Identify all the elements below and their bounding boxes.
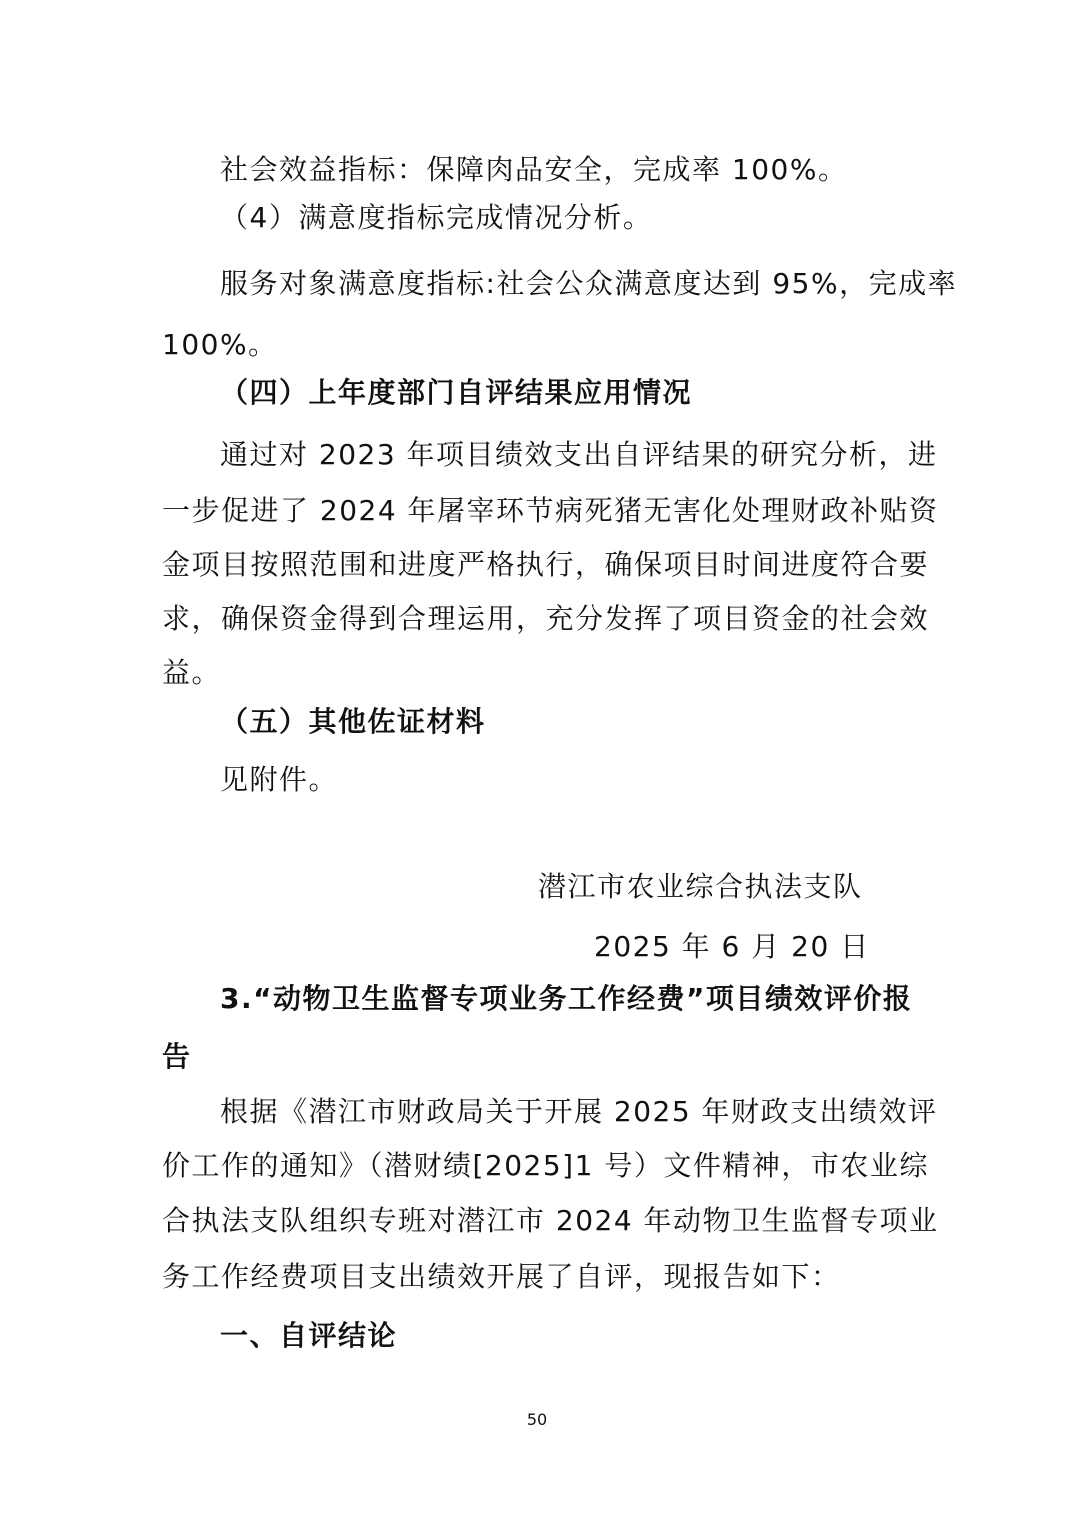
signature-organization: 潜江市农业综合执法支队 [538,870,863,903]
paragraph-social-benefit: 社会效益指标：保障肉品安全，完成率 100%。 [220,153,848,186]
item-satisfaction-heading: （4）满意度指标完成情况分析。 [220,201,653,234]
section-heading-4: （四）上年度部门自评结果应用情况 [220,376,693,409]
paragraph-application-line2: 一步促进了 2024 年屠宰环节病死猪无害化处理财政补贴资 [162,494,939,527]
signature-date: 2025 年 6 月 20 日 [594,930,870,963]
section-heading-5: （五）其他佐证材料 [220,705,486,738]
page-number: 50 [526,1410,548,1429]
report-title-line1: 3.“动物卫生监督专项业务工作经费”项目绩效评价报 [220,982,913,1015]
paragraph-application-line3: 金项目按照范围和进度严格执行，确保项目时间进度符合要 [162,548,930,581]
paragraph-basis-line1: 根据《潜江市财政局关于开展 2025 年财政支出绩效评 [220,1095,938,1128]
paragraph-basis-line4: 务工作经费项目支出绩效开展了自评，现报告如下： [162,1260,841,1293]
paragraph-satisfaction-line1: 服务对象满意度指标:社会公众满意度达到 95%，完成率 [220,267,958,300]
paragraph-basis-line2: 价工作的通知》（潜财绩[2025]1 号）文件精神，市农业综 [162,1149,929,1182]
paragraph-application-line5: 益。 [162,656,222,689]
paragraph-attachment: 见附件。 [220,763,339,796]
paragraph-application-line1: 通过对 2023 年项目绩效支出自评结果的研究分析，进 [220,438,938,471]
report-title-line2: 告 [162,1040,192,1073]
paragraph-basis-line3: 合执法支队组织专班对潜江市 2024 年动物卫生监督专项业 [162,1204,939,1237]
paragraph-application-line4: 求，确保资金得到合理运用，充分发挥了项目资金的社会效 [162,602,930,635]
paragraph-satisfaction-line2: 100%。 [162,328,278,361]
section-heading-conclusion: 一、自评结论 [220,1319,398,1352]
